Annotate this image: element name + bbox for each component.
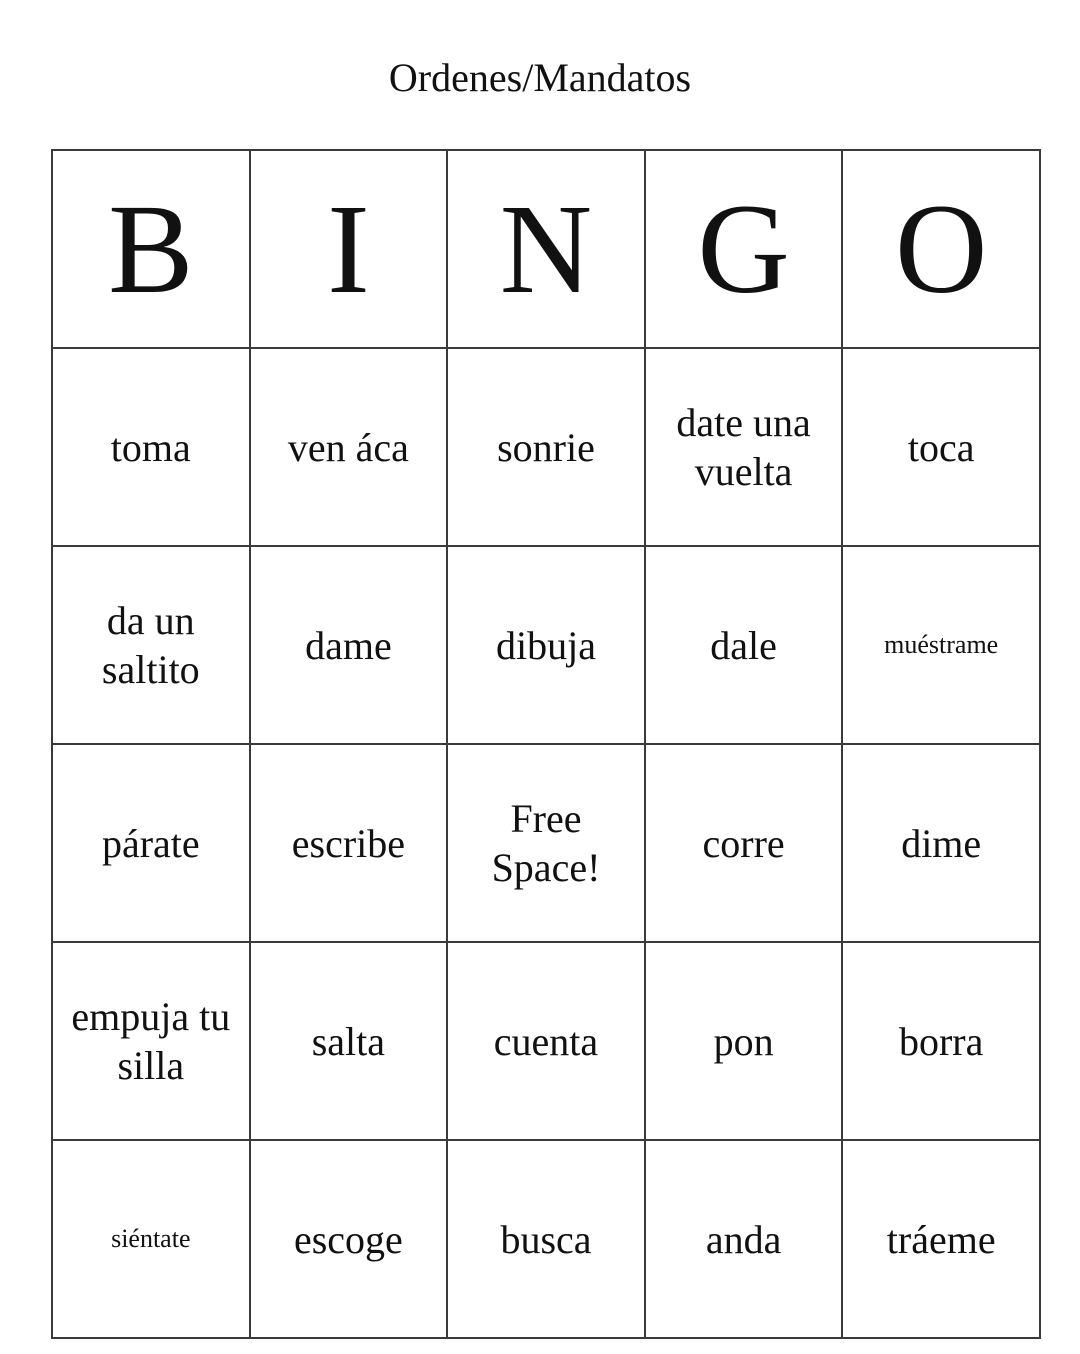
bingo-cell: dale bbox=[645, 546, 843, 744]
bingo-cell: borra bbox=[842, 942, 1040, 1140]
bingo-row bbox=[52, 744, 1040, 942]
bingo-card bbox=[51, 149, 1041, 1339]
bingo-row bbox=[52, 1140, 1040, 1338]
bingo-row bbox=[52, 348, 1040, 546]
bingo-cell: date una vuelta bbox=[645, 348, 843, 546]
bingo-cell: dibuja bbox=[447, 546, 645, 744]
bingo-header-row bbox=[52, 150, 1040, 348]
bingo-header-letter: N bbox=[447, 150, 645, 348]
bingo-cell: dime bbox=[842, 744, 1040, 942]
bingo-cell: párate bbox=[52, 744, 250, 942]
bingo-cell: tráeme bbox=[842, 1140, 1040, 1338]
bingo-header-letter: B bbox=[52, 150, 250, 348]
bingo-cell: corre bbox=[645, 744, 843, 942]
bingo-row bbox=[52, 546, 1040, 744]
bingo-cell: ven áca bbox=[250, 348, 448, 546]
bingo-cell: pon bbox=[645, 942, 843, 1140]
page-title: Ordenes/Mandatos bbox=[388, 55, 692, 100]
bingo-cell: siéntate bbox=[52, 1140, 250, 1338]
bingo-cell: anda bbox=[645, 1140, 843, 1338]
bingo-cell: escribe bbox=[250, 744, 448, 942]
bingo-header-letter: G bbox=[645, 150, 843, 348]
bingo-cell: busca bbox=[447, 1140, 645, 1338]
bingo-header-letter: O bbox=[842, 150, 1040, 348]
bingo-cell: dame bbox=[250, 546, 448, 744]
bingo-cell: empuja tu silla bbox=[52, 942, 250, 1140]
bingo-cell: toma bbox=[52, 348, 250, 546]
bingo-cell: muéstrame bbox=[842, 546, 1040, 744]
bingo-row bbox=[52, 942, 1040, 1140]
bingo-cell: salta bbox=[250, 942, 448, 1140]
bingo-cell: da un saltito bbox=[52, 546, 250, 744]
bingo-cell: cuenta bbox=[447, 942, 645, 1140]
bingo-cell: sonrie bbox=[447, 348, 645, 546]
bingo-free-space: Free Space! bbox=[447, 744, 645, 942]
bingo-cell: escoge bbox=[250, 1140, 448, 1338]
bingo-cell: toca bbox=[842, 348, 1040, 546]
bingo-header-letter: I bbox=[250, 150, 448, 348]
